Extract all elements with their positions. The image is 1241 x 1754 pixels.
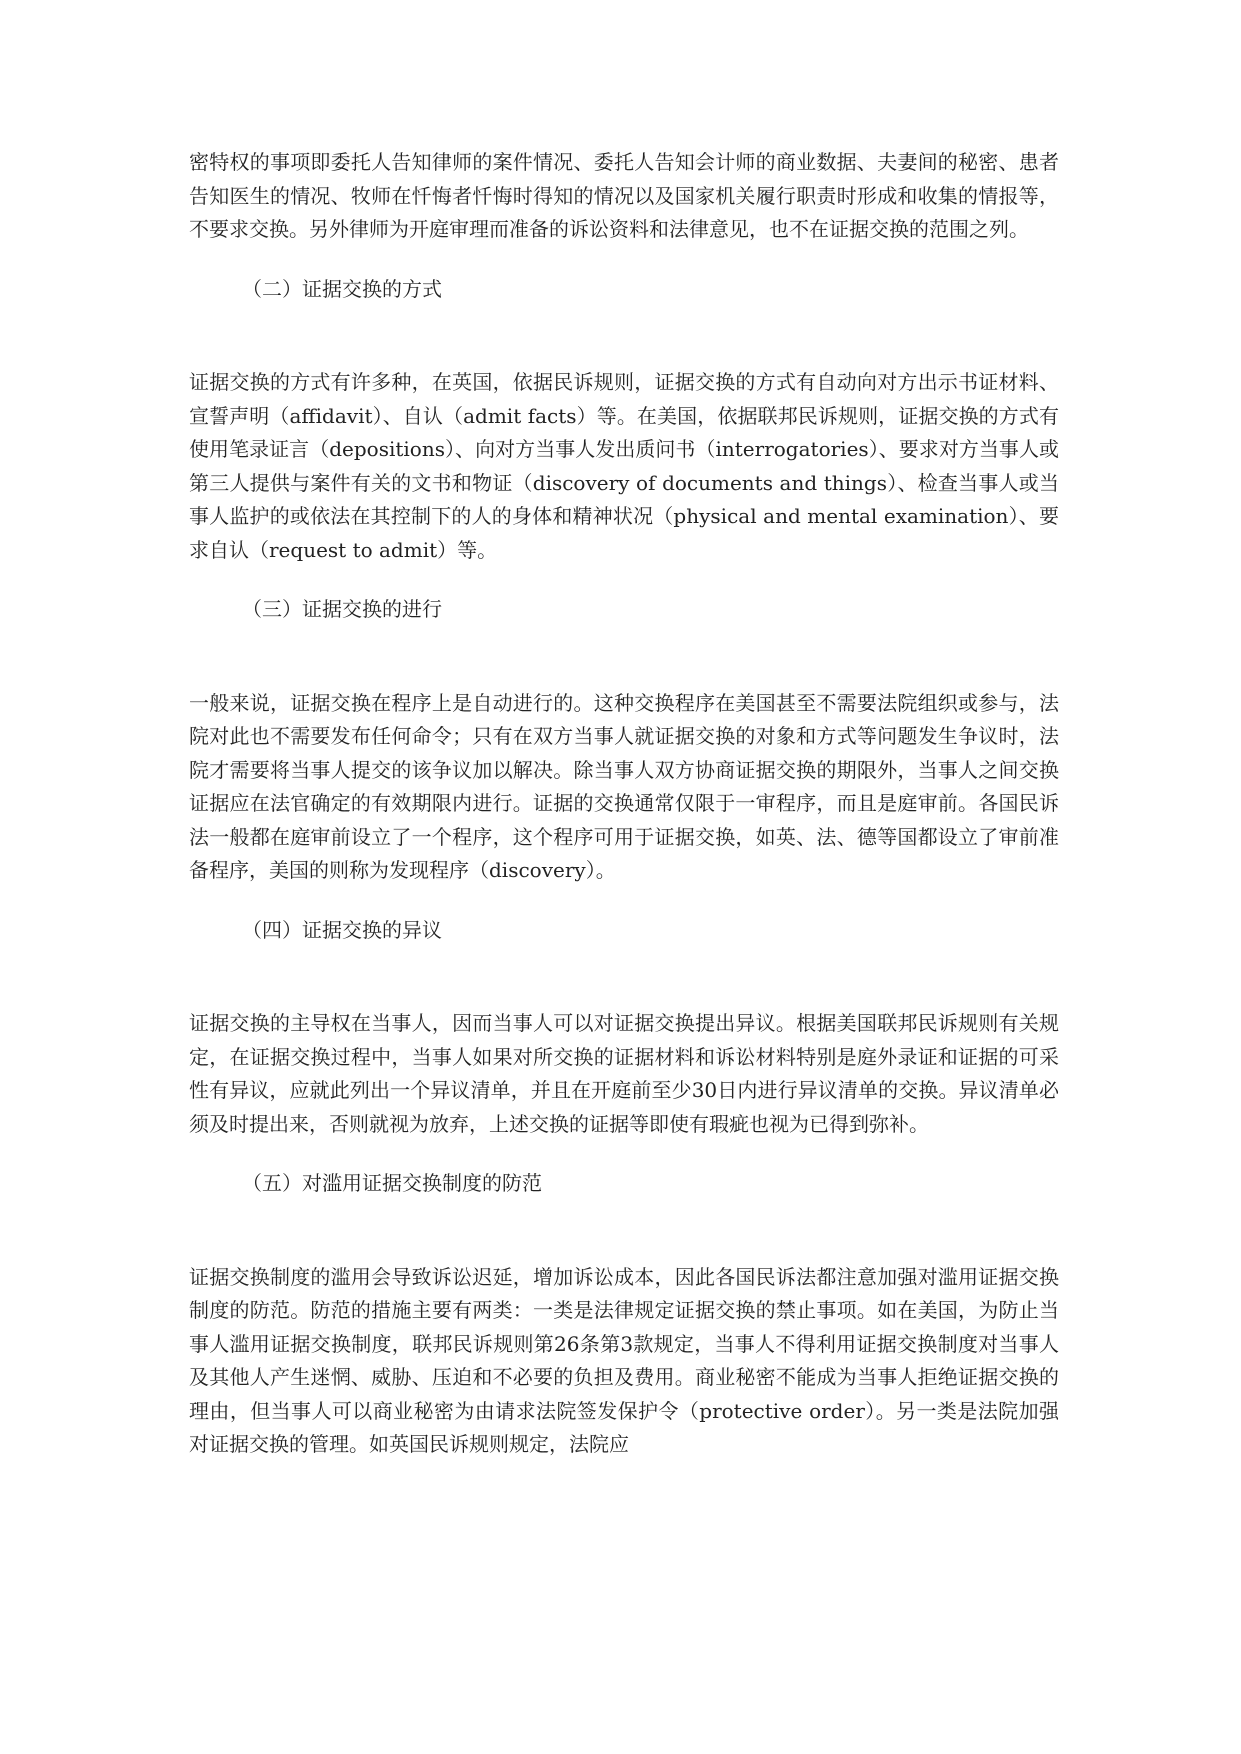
document-body <box>189 146 1059 1462</box>
paragraph-exchange-objections: 证据交换的主导权在当事人，因而当事人可以对证据交换提出异议。根据美国联邦民诉规则有关规定，在证据交换过程中，当事人如果对所交换的证据材料和诉讼材料特别是庭外录证和证据的可采性有异议，应就此列出一个异议清单，并且在开庭前至少30日内进行异议清单的交换。异议清单必须及时提出来，否则就视为放弃，上述交换的证据等即使有瑕疵也视为已得到弥补。 <box>189 1011 1059 1136</box>
section-heading-exchange-objections: （四）证据交换的异议 <box>242 917 442 942</box>
paragraph-abuse-prevention: 证据交换制度的滥用会导致诉讼迟延，增加诉讼成本，因此各国民诉法都注意加强对滥用证据交换制度的防范。防范的措施主要有两类：一类是法律规定证据交换的禁止事项。如在美国，为防止当事人滥用证据交换制度，联邦民诉规则第26条第3款规定，当事人不得利用证据交换制度对当事人及其他人产生迷惘、威胁、压迫和不必要的负担及费用。商业秘密不能成为当事人拒绝证据交换的理由，但当事人可以商业秘密为由请求法院签发保护令（protective order）。另一类是法院加强对证据交换的管理。如英国民诉规则规定，法院应 <box>189 1264 1059 1456</box>
section-heading-exchange-process: （三）证据交换的进行 <box>242 597 442 621</box>
paragraph-exchange-process: 一般来说，证据交换在程序上是自动进行的。这种交换程序在美国甚至不需要法院组织或参与，法院对此也不需要发布任何命令；只有在双方当事人就证据交换的对象和方式等问题发生争议时，法院才需要将当事人提交的该争议加以解决。除当事人双方协商证据交换的期限外，当事人之间交换证据应在法官确定的有效期限内进行。证据的交换通常仅限于一审程序，而且是庭审前。各国民诉法一般都在庭审前设立了一个程序，这个程序可用于证据交换，如英、法、德等国都设立了审前准备程序，美国的则称为发现程序（discovery）。 <box>189 690 1059 882</box>
paragraph-exchange-methods: 证据交换的方式有许多种，在英国，依据民诉规则，证据交换的方式有自动向对方出示书证材料、宣誓声明（affidavit）、自认（admit facts）等。在美国，依据联邦民诉规则，证据交换的方式有使用笔录证言（depositions）、向对方当事人发出质问书（interrogatories）、要求对方当事人或第三人提供与案件有关的文书和物证（discovery of documents and things）、检查当事人或当事人监护的或依法在其控制下的人的身体和精神状况（physical and mental examination）、要求自认（request to admit）等。 <box>189 370 1059 562</box>
section-heading-abuse-prevention: （五）对滥用证据交换制度的防范 <box>242 1171 542 1195</box>
paragraph-privileged-matters: 密特权的事项即委托人告知律师的案件情况、委托人告知会计师的商业数据、夫妻间的秘密、患者告知医生的情况、牧师在忏悔者忏悔时得知的情况以及国家机关履行职责时形成和收集的情报等，不要求交换。另外律师为开庭审理而准备的诉讼资料和法律意见，也不在证据交换的范围之列。 <box>189 150 1059 241</box>
section-heading-exchange-methods: （二）证据交换的方式 <box>242 276 442 301</box>
